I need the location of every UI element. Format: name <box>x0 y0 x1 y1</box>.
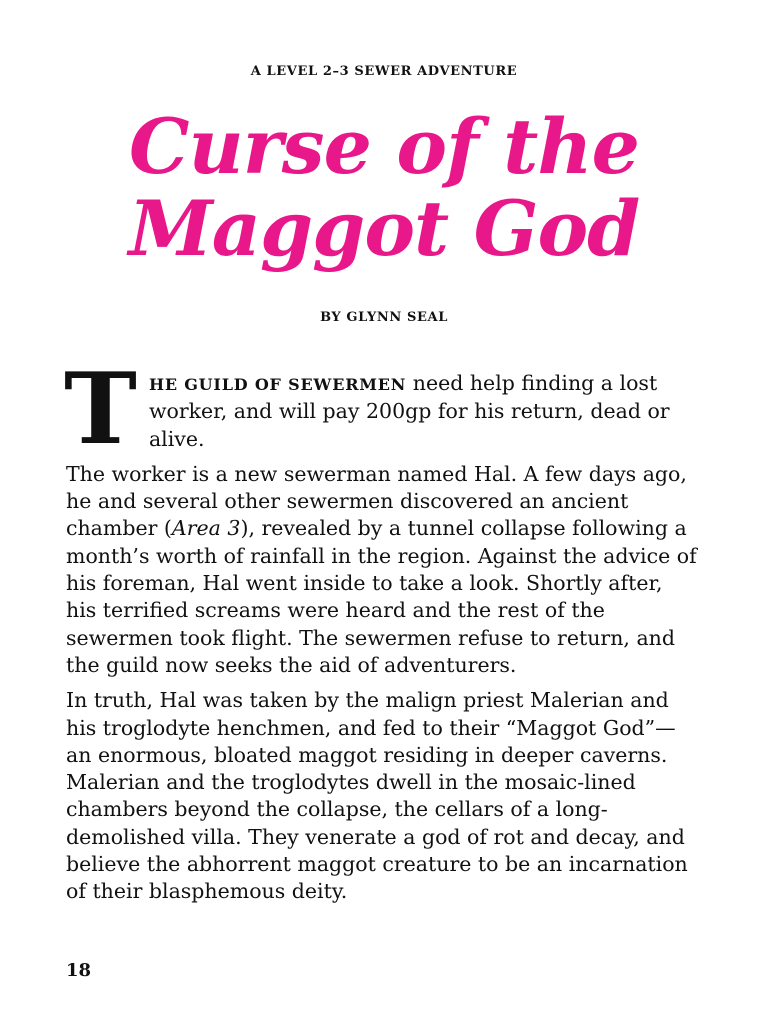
paragraph-3: In truth, Hal was taken by the malign priest Malerian and his troglodyte henchmen, and fed to their “Maggot God”—an enormous, bloated maggot residing in deeper caverns. Malerian and the troglodytes dwell in the mosaic-lined chambers beyond the collapse, the cellars of a long-demolished villa. They venerate a god of rot and decay, and believe the abhorrent maggot creature to be an incarnation of their blasphemous deity. <box>66 688 688 904</box>
paragraph-2-before: The worker is a new sewerman named Hal. A few days ago, he and several other sewermen discovered an ancient chamber ( <box>66 461 687 541</box>
title-line-2: Maggot God <box>128 184 640 273</box>
paragraph-intro <box>64 352 698 467</box>
paragraph-2-after: ), revealed by a tunnel collapse following a month’s worth of rainfall in the region. Against the advice of his foreman, Hal went inside to take a look. Shortly after, his terrified screams were heard and the rest of the sewermen took flight. The sewermen refuse to return, and the guild now seeks the aid of adventurers. <box>66 516 697 677</box>
paragraph-2 <box>66 461 698 679</box>
paragraph-intro-text: need help finding a lost worker, and will pay 200gp for his return, dead or alive. <box>148 371 670 451</box>
page-number: 18 <box>66 960 92 981</box>
title-line-1: Curse of the <box>129 102 639 191</box>
article-kicker: A LEVEL 2–3 SEWER ADVENTURE <box>250 64 518 79</box>
article-body <box>64 352 698 914</box>
article-title <box>0 102 768 273</box>
drop-cap: T <box>64 352 137 467</box>
byline: BY GLYNN SEAL <box>320 310 448 325</box>
area-reference: Area 3 <box>171 516 241 541</box>
lead-in: HE GUILD OF SEWERMEN <box>148 375 407 394</box>
